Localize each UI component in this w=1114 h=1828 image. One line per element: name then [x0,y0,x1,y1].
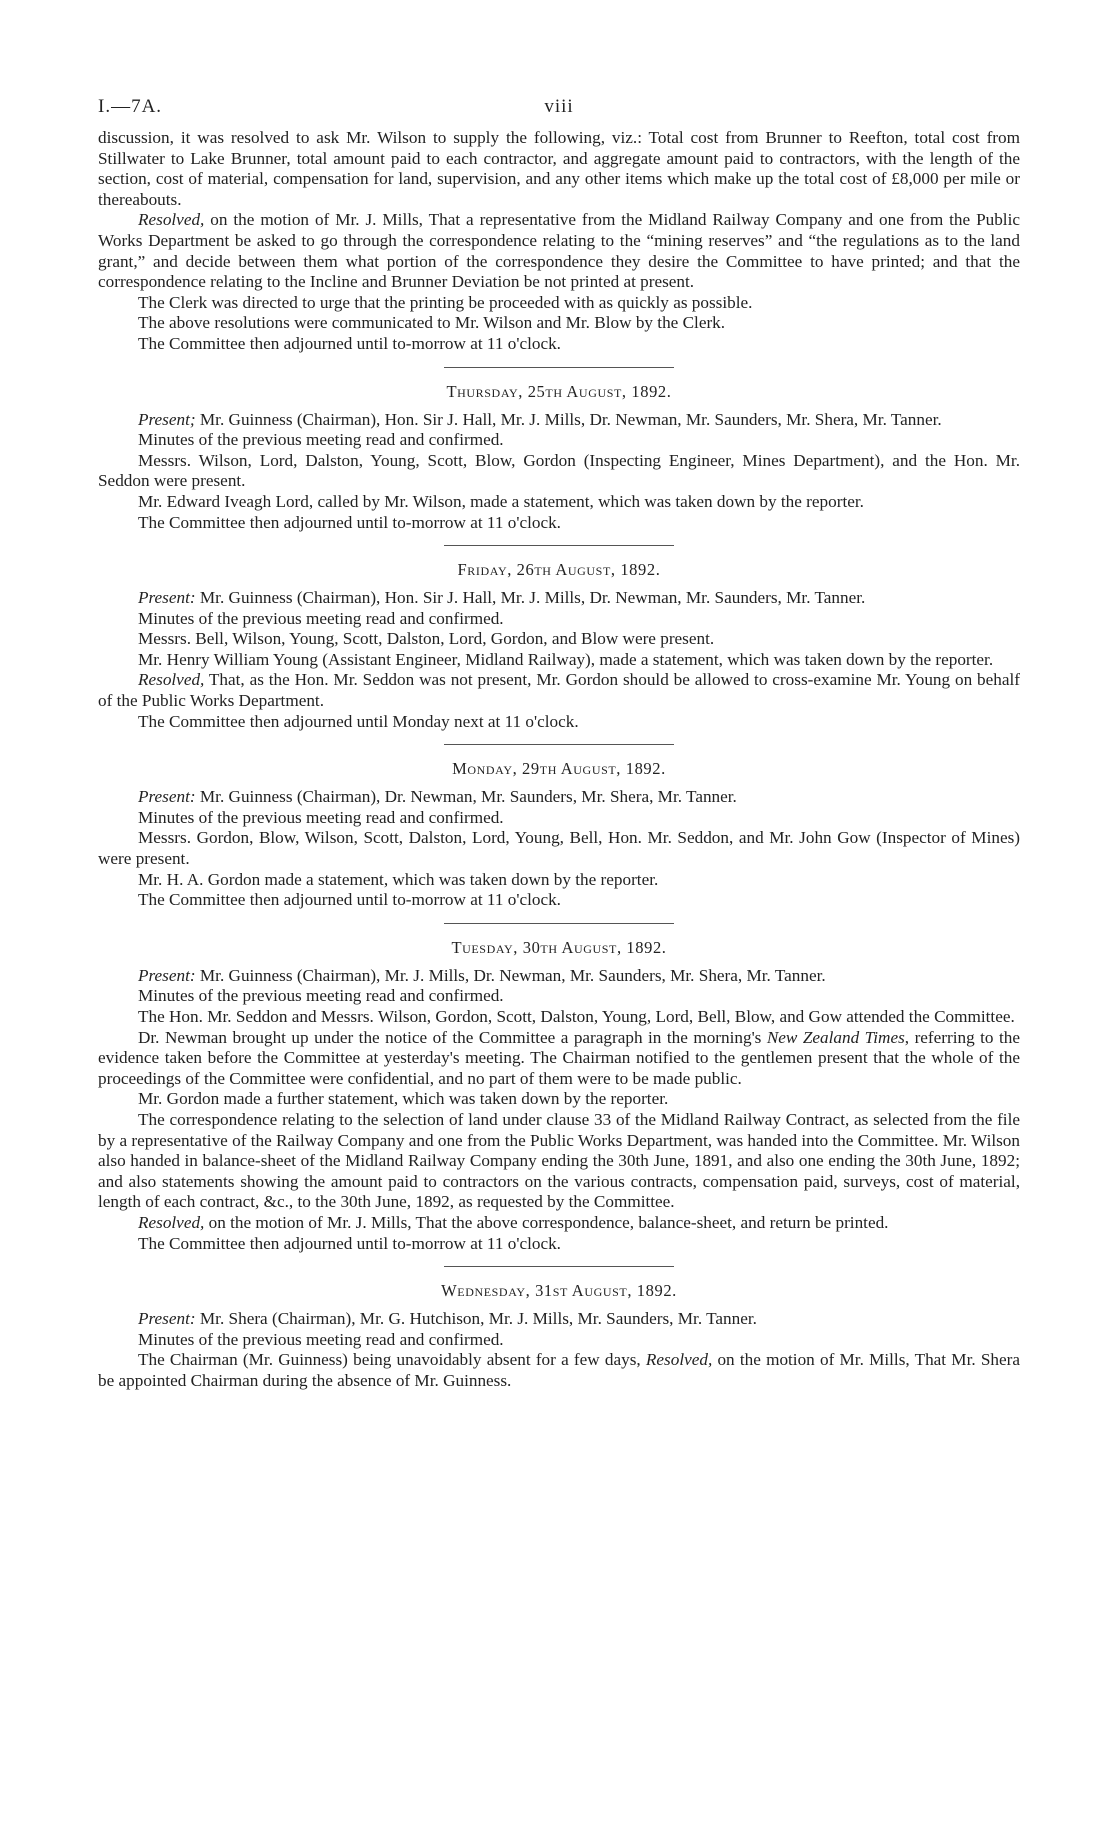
adjournment: The Committee then adjourned until to-morrow at 11 o'clock. [138,890,561,910]
attendance-paragraph [98,787,1020,808]
adjournment: The Committee then adjourned until Monday next at 11 o'clock. [138,711,579,731]
paper-reference: I.—7A. [98,96,163,117]
text-run: , referring to the evidence taken before the Committee at yesterday's meeting. The Chairman notified to the gentlemen present that the whole of the proceedings of the Committee were confidential, and no part of them were to be made public. [98,1027,1020,1088]
paragraph: Mr. Edward Iveagh Lord, called by Mr. Wilson, made a statement, which was taken down by the reporter. [138,491,864,511]
paragraph: Messrs. Wilson, Lord, Dalston, Young, Scott, Blow, Gordon (Inspecting Engineer, Mines Department), and the Hon. Mr. Seddon were present. [98,450,1020,491]
paragraph: Mr. Gordon made a further statement, which was taken down by the reporter. [138,1089,669,1109]
paragraph: discussion, it was resolved to ask Mr. Wilson to supply the following, viz.: Total cost from Brunner to Reefton, total cost from Stillwater to Lake Brunner, total amount paid to each contractor, and aggregate amount paid to contractors, with the length of the section, cost of material, compensation for land, supervision, and any other items which make up the total cost of £8,000 per mile or thereabouts. [98,128,1020,209]
resolution-paragraph [98,210,1020,292]
paragraph: Minutes of the previous meeting read and confirmed. [138,986,504,1006]
resolved-label: Resolved, [138,210,205,230]
attendance-list: Mr. Guinness (Chairman), Mr. J. Mills, Dr. Newman, Mr. Saunders, Mr. Shera, Mr. Tanner. [195,965,826,985]
paragraph [98,1028,1020,1090]
meeting-tuesday [98,938,1020,1254]
section-divider [444,545,674,546]
newspaper-title: New Zealand Times [766,1027,905,1047]
resolution-text: on the motion of Mr. J. Mills, That a representative from the Midland Railway Company and one from the Public Works Department be asked to go through the correspondence relating to the “mining reserves” and “the regulations as to the land grant,” and decide between them what portion of the correspondence they desire the Committee to have printed; and that the correspondence relating to the Incline and Brunner Deviation be not printed at present. [98,210,1020,292]
meeting-wednesday [98,1281,1020,1391]
meeting-thursday [98,382,1020,534]
paragraph: Minutes of the previous meeting read and confirmed. [138,807,504,827]
previous-meeting-continuation [98,128,1020,355]
paragraph: Minutes of the previous meeting read and confirmed. [138,1329,504,1349]
paragraph: Minutes of the previous meeting read and confirmed. [138,608,504,628]
attendance-list: Mr. Shera (Chairman), Mr. G. Hutchison, Mr. J. Mills, Mr. Saunders, Mr. Tanner. [195,1309,757,1329]
meeting-heading: Friday, 26th August, 1892. [457,560,661,580]
present-label: Present: [138,588,196,608]
meeting-heading: Wednesday, 31st August, 1892. [441,1281,677,1301]
resolution-paragraph [98,1350,1020,1391]
resolution-paragraph [98,670,1020,711]
meeting-heading: Thursday, 25th August, 1892. [446,381,672,401]
attendance-list: Mr. Guinness (Chairman), Dr. Newman, Mr. Saunders, Mr. Shera, Mr. Tanner. [195,787,737,807]
resolution-text: on the motion of Mr. J. Mills, That the above correspondence, balance-sheet, and return be printed. [204,1212,889,1232]
resolved-label: Resolved, [138,670,205,690]
paragraph: Mr. H. A. Gordon made a statement, which was taken down by the reporter. [138,869,659,889]
resolution-text: That, as the Hon. Mr. Seddon was not present, Mr. Gordon should be allowed to cross-examine Mr. Young on behalf of the Public Works Department. [98,670,1020,711]
paragraph: Mr. Henry William Young (Assistant Engineer, Midland Railway), made a statement, which was taken down by the reporter. [138,649,994,669]
paragraph: The Clerk was directed to urge that the printing be proceeded with as quickly as possible. [138,292,753,312]
paragraph: Messrs. Gordon, Blow, Wilson, Scott, Dalston, Lord, Young, Bell, Hon. Mr. Seddon, and Mr. John Gow (Inspector of Mines) were present. [98,828,1020,869]
paragraph: Minutes of the previous meeting read and confirmed. [138,430,504,450]
running-head [98,96,1020,122]
paragraph: The above resolutions were communicated to Mr. Wilson and Mr. Blow by the Clerk. [138,313,726,333]
text-run: Dr. Newman brought up under the notice of the Committee a paragraph in the morning's [138,1027,767,1047]
adjournment: The Committee then adjourned until to-morrow at 11 o'clock. [138,1233,561,1253]
resolved-label: Resolved, [138,1212,205,1232]
attendance-list: Mr. Guinness (Chairman), Hon. Sir J. Hall, Mr. J. Mills, Dr. Newman, Mr. Saunders, Mr. Tanner. [195,588,866,608]
attendance-list: Mr. Guinness (Chairman), Hon. Sir J. Hall, Mr. J. Mills, Dr. Newman, Mr. Saunders, Mr. Shera, Mr. Tanner. [195,409,942,429]
section-divider [444,1266,674,1267]
meeting-heading: Monday, 29th August, 1892. [452,759,666,779]
resolution-paragraph [98,1213,1020,1234]
text-run: The Chairman (Mr. Guinness) being unavoidably absent for a few days, [138,1350,646,1370]
present-label: Present: [138,1309,196,1329]
section-divider [444,923,674,924]
resolution-text: on the motion of Mr. Mills, That Mr. Shera be appointed Chairman during the absence of Mr. Guinness. [98,1350,1020,1390]
present-label: Present; [138,409,196,429]
section-divider [444,744,674,745]
resolved-label: Resolved, [645,1350,713,1370]
attendance-paragraph [98,966,1020,987]
paragraph: The Hon. Mr. Seddon and Messrs. Wilson, Gordon, Scott, Dalston, Young, Lord, Bell, Blow, and Gow attended the Committee. [138,1007,1015,1026]
attendance-paragraph [98,588,1020,609]
present-label: Present: [138,787,196,807]
adjournment: The Committee then adjourned until to-morrow at 11 o'clock. [138,512,561,532]
meeting-heading: Tuesday, 30th August, 1892. [451,937,667,957]
paragraph: The correspondence relating to the selection of land under clause 33 of the Midland Railway Contract, as selected from the file by a representative of the Railway Company and one from the Public Works Department, was handed into the Committee. Mr. Wilson also handed in balance-sheet of the Midland Railway Company ending the 30th June, 1891, and also one ending the 30th June, 1892; and also statements showing the amount paid to contractors on the various contracts, compensation paid, surveys, cost of material, length of each contract, &c., to the 30th June, 1892, as requested by the Committee. [98,1109,1020,1212]
section-divider [444,367,674,368]
meeting-monday [98,759,1020,911]
adjournment: The Committee then adjourned until to-morrow at 11 o'clock. [138,333,561,353]
page-number: viii [544,96,574,117]
present-label: Present: [138,965,196,985]
meeting-friday [98,560,1020,732]
attendance-paragraph [98,410,1020,431]
paragraph: Messrs. Bell, Wilson, Young, Scott, Dalston, Lord, Gordon, and Blow were present. [138,629,715,649]
attendance-paragraph [98,1309,1020,1330]
